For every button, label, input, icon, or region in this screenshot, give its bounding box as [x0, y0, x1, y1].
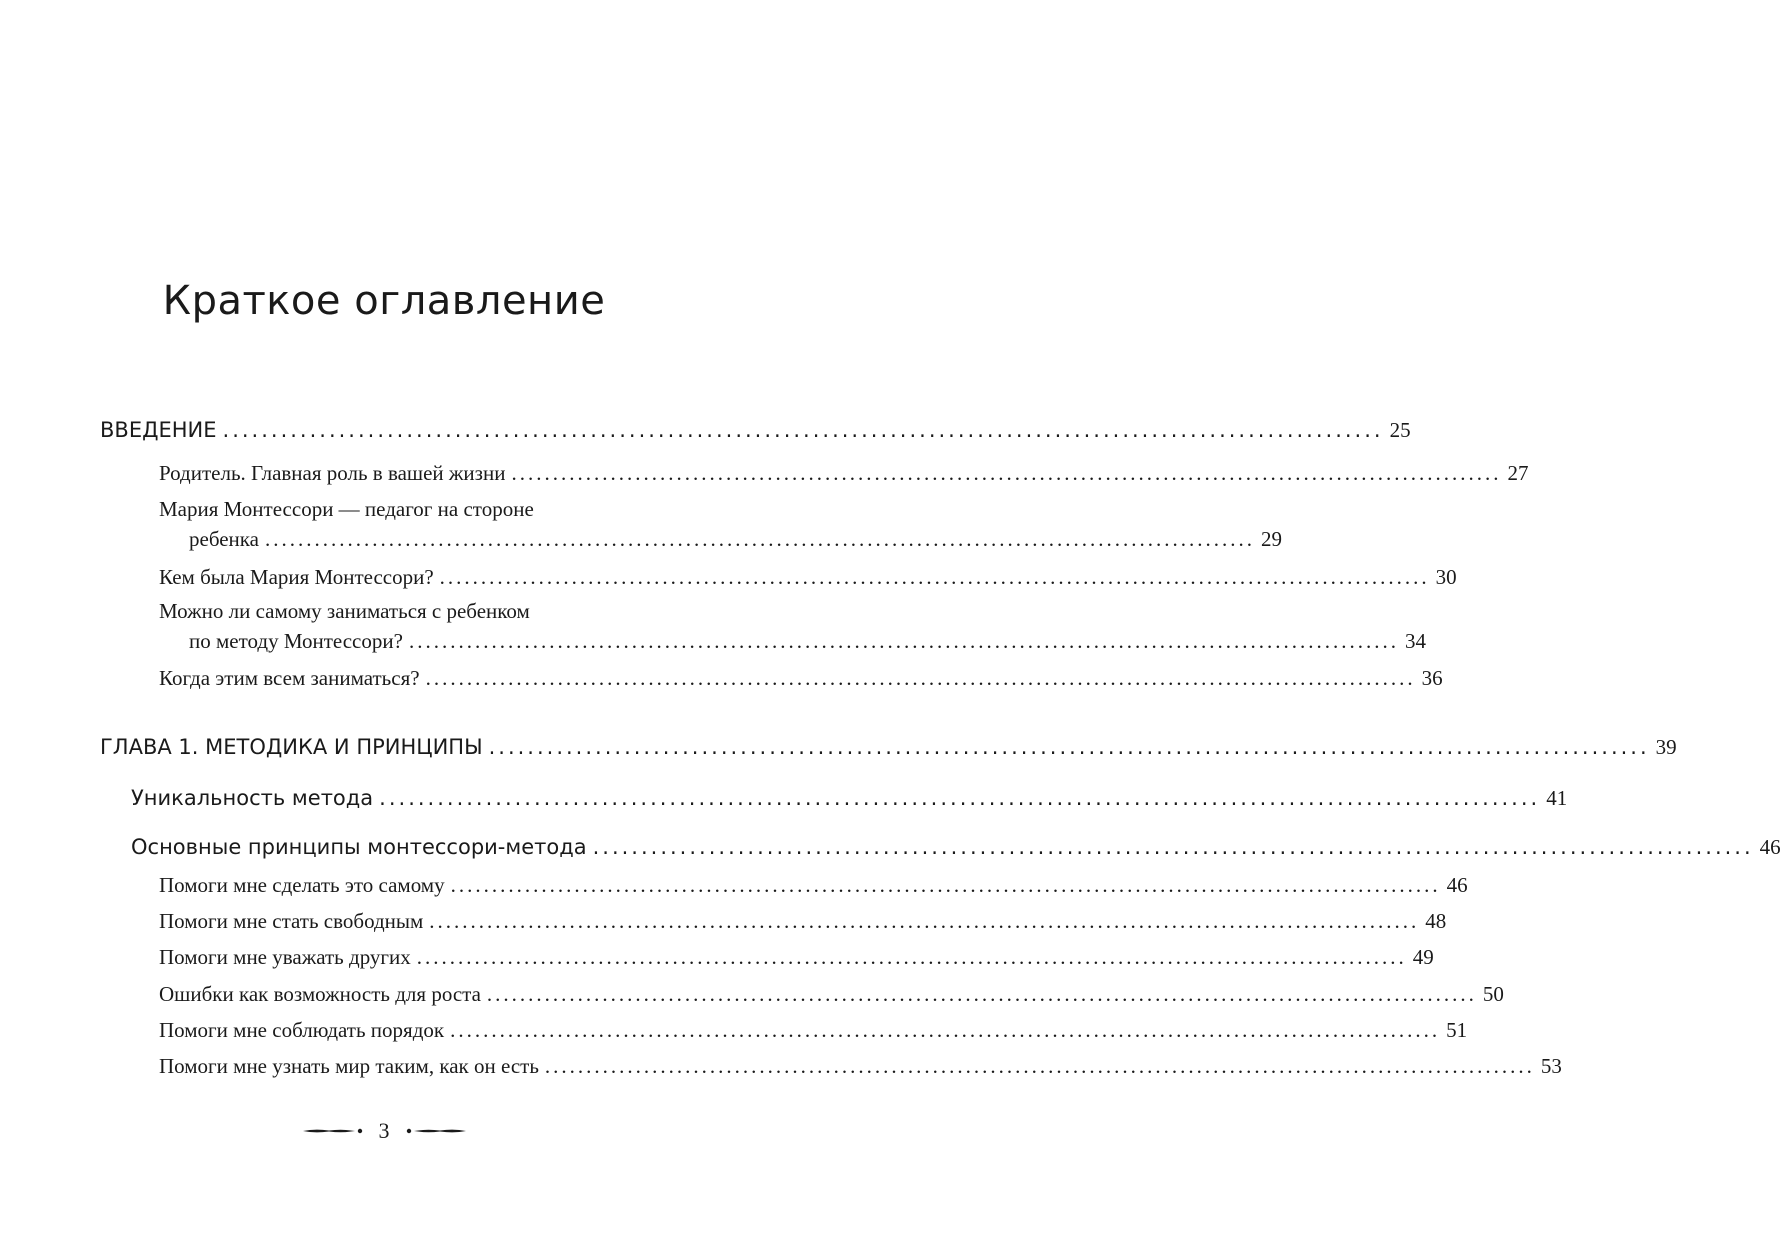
- toc-page-number: 39: [1655, 735, 1677, 759]
- dot-leader: ........................................................................................................................: [544, 1054, 1535, 1078]
- dot-leader: ........................................................................................................................: [416, 945, 1407, 969]
- toc-entry-mistakes[interactable]: [159, 982, 1504, 1007]
- toc-page-number: 30: [1435, 565, 1457, 589]
- dot-leader: ........................................................................................................................: [488, 735, 1650, 759]
- toc-entry-label: Ошибки как возможность для роста: [159, 982, 481, 1006]
- toc-page-number: 25: [1389, 418, 1411, 442]
- toc-page-number: 29: [1261, 527, 1282, 551]
- toc-entry-label: Помоги мне уважать других: [159, 945, 411, 969]
- toc-entry-self-line1[interactable]: Можно ли самому заниматься с ребенком: [159, 599, 530, 623]
- toc-entry-parent[interactable]: [159, 461, 1529, 486]
- toc-entry-intro[interactable]: [100, 418, 1411, 443]
- toc-entry-chapter1[interactable]: [100, 735, 1677, 760]
- dot-leader: ........................................................................................................................: [511, 461, 1502, 485]
- dot-leader: ........................................................................................................................: [450, 1018, 1441, 1042]
- toc-entry-help-order[interactable]: [159, 1018, 1468, 1043]
- toc-page-number: 46: [1446, 873, 1468, 897]
- dot-leader: ........................................................................................................................: [439, 565, 1430, 589]
- toc-page-number: 51: [1446, 1018, 1468, 1042]
- toc-entry-when[interactable]: [159, 666, 1443, 691]
- toc-page-number: 50: [1482, 982, 1504, 1006]
- toc-entry-label: Родитель. Главная роль в вашей жизни: [159, 461, 506, 485]
- toc-entry-montessori[interactable]: [189, 527, 1282, 552]
- toc-entry-label: Помоги мне сделать это самому: [159, 873, 445, 897]
- dot-leader: ........................................................................................................................: [429, 909, 1420, 933]
- toc-entry-unique[interactable]: [131, 786, 1568, 811]
- toc-entry-label: ГЛАВА 1. МЕТОДИКА И ПРИНЦИПЫ: [100, 735, 483, 759]
- dot-leader: ........................................................................................................................: [592, 835, 1754, 859]
- toc-entry-label: по методу Монтессори?: [189, 629, 403, 653]
- ornament-right-icon: [404, 1125, 466, 1137]
- dot-leader: ........................................................................................................................: [379, 786, 1541, 810]
- dot-leader: ........................................................................................................................: [408, 629, 1399, 653]
- toc-entry-principles[interactable]: [131, 835, 1781, 860]
- toc-page-number: 46: [1759, 835, 1781, 859]
- toc-page-number: 48: [1425, 909, 1447, 933]
- toc-entry-label: Помоги мне узнать мир таким, как он есть: [159, 1054, 539, 1078]
- dot-leader: ........................................................................................................................: [486, 982, 1477, 1006]
- toc-page-number: 53: [1540, 1054, 1562, 1078]
- toc-entry-help-world[interactable]: [159, 1054, 1562, 1079]
- dot-leader: ........................................................................................................................: [265, 527, 1255, 551]
- toc-entry-label: Помоги мне стать свободным: [159, 909, 424, 933]
- toc-entry-label: Помоги мне соблюдать порядок: [159, 1018, 445, 1042]
- toc-entry-label: Кем была Мария Монтессори?: [159, 565, 434, 589]
- toc-entry-label: Основные принципы монтессори-метода: [131, 835, 587, 859]
- toc-entry-montessori-line1[interactable]: Мария Монтессори — педагог на стороне: [159, 497, 534, 521]
- toc-page-number: 41: [1546, 786, 1568, 810]
- toc-entry-label: Когда этим всем заниматься?: [159, 666, 420, 690]
- page-number: 3: [378, 1118, 390, 1143]
- toc-entry-label: ВВЕДЕНИЕ: [100, 418, 217, 442]
- page-title: Краткое оглавление: [162, 278, 606, 324]
- dot-leader: ........................................................................................................................: [450, 873, 1441, 897]
- toc-page-number: 27: [1507, 461, 1529, 485]
- toc-page-number: 34: [1404, 629, 1426, 653]
- toc-entry-label: ребенка: [189, 527, 259, 551]
- toc-page-number: 36: [1421, 666, 1443, 690]
- toc-entry-label: Уникальность метода: [131, 786, 374, 810]
- toc-page-number: 49: [1412, 945, 1434, 969]
- toc-entry-who[interactable]: [159, 565, 1457, 590]
- page-footer: [0, 1118, 768, 1144]
- toc-entry-self[interactable]: [189, 629, 1426, 654]
- toc-entry-help-free[interactable]: [159, 909, 1447, 934]
- dot-leader: ........................................................................................................................: [425, 666, 1416, 690]
- dot-leader: ........................................................................................................................: [222, 418, 1384, 442]
- toc-entry-help-self[interactable]: [159, 873, 1468, 898]
- toc-entry-help-respect[interactable]: [159, 945, 1434, 970]
- ornament-left-icon: [303, 1125, 365, 1137]
